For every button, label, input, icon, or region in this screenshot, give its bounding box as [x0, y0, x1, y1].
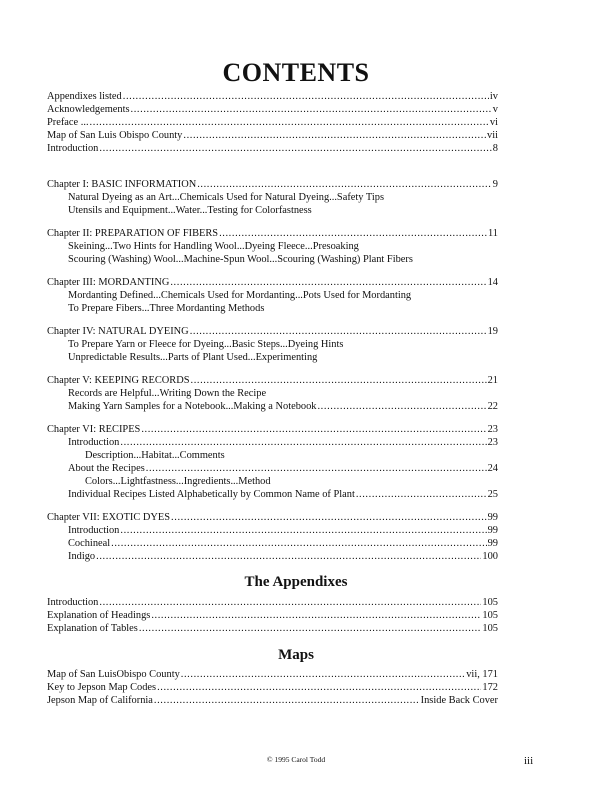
dot-leader: [120, 436, 486, 449]
appendix-entry: [47, 596, 498, 609]
map-entry-label: Key to Jepson Map Codes: [47, 682, 157, 693]
dot-leader: [170, 276, 486, 289]
chapter-sub-entry: [47, 488, 498, 501]
chapter-sub-entry: [47, 436, 498, 449]
toc-entry-page: v: [492, 104, 498, 115]
chapter-sub-entry-page: 23: [487, 437, 498, 448]
appendix-entry-page: 105: [482, 610, 498, 621]
toc-entry-page: 8: [492, 143, 498, 154]
chapter-entry-label: Chapter V: KEEPING RECORDS: [47, 375, 190, 386]
dot-leader: [90, 116, 489, 129]
map-entry: [47, 681, 498, 694]
appendix-entry: [47, 609, 498, 622]
dot-leader: [111, 537, 486, 550]
chapter-sub-text: Colors...Lightfastness...Ingredients...Method: [85, 476, 271, 487]
chapter-sub-entry-label: Indigo: [68, 551, 96, 562]
dot-leader: [154, 694, 420, 707]
chapter-entry-label: Chapter VI: RECIPES: [47, 424, 141, 435]
chapter-sub-entry-label: About the Recipes: [68, 463, 145, 474]
chapter-entry-page: 14: [487, 277, 498, 288]
chapter-sub-entry-page: 99: [487, 538, 498, 549]
chapter-sub-entry: [47, 400, 498, 413]
dot-leader: [123, 90, 489, 103]
toc-entry: [47, 116, 498, 129]
toc-entry: [47, 103, 498, 116]
chapter-entry: [47, 325, 498, 338]
chapter-sub-text: Mordanting Defined...Chemicals Used for Mordanting...Pots Used for Mordanting: [68, 290, 412, 301]
appendixes-heading: The Appendixes: [244, 574, 348, 590]
chapter-sub-entry: [47, 537, 498, 550]
maps-heading: Maps: [278, 647, 314, 663]
dot-leader: [151, 609, 481, 622]
appendix-entry-label: Explanation of Tables: [47, 623, 138, 634]
chapter-sub-text: Utensils and Equipment...Water...Testing for Colorfastness: [68, 205, 312, 216]
chapter-entry: [47, 511, 498, 524]
chapter-sub-entry-page: 25: [487, 489, 498, 500]
chapter-sub-text: To Prepare Fibers...Three Mordanting Methods: [68, 303, 265, 314]
appendix-entry-page: 105: [482, 623, 498, 634]
chapter-entry-label: Chapter I: BASIC INFORMATION: [47, 179, 197, 190]
chapter-sub-text: Natural Dyeing as an Art...Chemicals Used for Natural Dyeing...Safety Tips: [68, 192, 384, 203]
toc-entry-page: vii: [487, 130, 498, 141]
dot-leader: [120, 524, 486, 537]
footer-page-number: iii: [524, 755, 534, 767]
dot-leader: [99, 596, 481, 609]
chapters-list: [47, 178, 498, 563]
toc-entry-label: Preface ...: [47, 117, 89, 128]
dot-leader: [183, 129, 486, 142]
chapter-sub-text: Unpredictable Results...Parts of Plant Used...Experimenting: [68, 352, 318, 363]
dot-leader: [139, 622, 482, 635]
chapter-entry-label: Chapter VII: EXOTIC DYES: [47, 512, 171, 523]
map-entry: [47, 668, 498, 681]
chapter-entry-page: 11: [487, 228, 498, 239]
chapter-sub-entry: [47, 462, 498, 475]
dot-leader: [317, 400, 486, 413]
toc-entry: [47, 90, 498, 103]
toc-entry-page: vi: [489, 117, 498, 128]
chapter-entry-page: 9: [492, 179, 498, 190]
chapter-entry: [47, 276, 498, 289]
chapter-entry: [47, 374, 498, 387]
chapter-sub-entry: [47, 550, 498, 563]
chapter-entry: [47, 423, 498, 436]
dot-leader: [181, 668, 465, 681]
appendix-entry-label: Introduction: [47, 597, 99, 608]
chapter-entry-label: Chapter III: MORDANTING: [47, 277, 170, 288]
map-entry: [47, 694, 498, 707]
maps-list: [47, 668, 498, 707]
chapter-sub-text: Skeining...Two Hints for Handling Wool...Dyeing Fleece...Presoaking: [68, 241, 359, 252]
dot-leader: [157, 681, 481, 694]
dot-leader: [131, 103, 492, 116]
map-entry-label: Jepson Map of California: [47, 695, 153, 706]
chapter-sub-entry-label: Cochineal: [68, 538, 111, 549]
dot-leader: [171, 511, 487, 524]
toc-entry: [47, 129, 498, 142]
dot-leader: [191, 374, 487, 387]
map-entry-page: 172: [482, 682, 498, 693]
front-matter-list: [47, 90, 498, 155]
dot-leader: [219, 227, 487, 240]
chapter-entry-page: 21: [487, 375, 498, 386]
appendix-entry: [47, 622, 498, 635]
chapter-sub-entry-page: 24: [487, 463, 498, 474]
chapter-sub-text: To Prepare Yarn or Fleece for Dyeing...Basic Steps...Dyeing Hints: [68, 339, 344, 350]
dot-leader: [197, 178, 492, 191]
chapter-sub-entry-label: Introduction: [68, 437, 120, 448]
appendix-entry-page: 105: [482, 597, 498, 608]
dot-leader: [190, 325, 487, 338]
chapter-entry-page: 99: [487, 512, 498, 523]
dot-leader: [356, 488, 487, 501]
chapter-sub-entry-label: Individual Recipes Listed Alphabetically by Common Name of Plant: [68, 489, 355, 500]
toc-entry-label: Acknowledgements: [47, 104, 130, 115]
chapter-sub-entry-page: 100: [482, 551, 498, 562]
chapter-sub-entry-page: 99: [487, 525, 498, 536]
toc-entry-label: Appendixes listed: [47, 91, 122, 102]
chapter-sub-text: Records are Helpful...Writing Down the Recipe: [68, 388, 267, 399]
dot-leader: [99, 142, 491, 155]
chapter-entry-page: 19: [487, 326, 498, 337]
toc-entry-label: Map of San Luis Obispo County: [47, 130, 183, 141]
chapter-entry: [47, 178, 498, 191]
map-entry-page: Inside Back Cover: [420, 695, 498, 706]
toc-entry: [47, 142, 498, 155]
chapter-sub-entry-page: 22: [487, 401, 498, 412]
chapter-entry-label: Chapter II: PREPARATION OF FIBERS: [47, 228, 219, 239]
dot-leader: [141, 423, 486, 436]
map-entry-label: Map of San LuisObispo County: [47, 669, 180, 680]
appendix-entry-label: Explanation of Headings: [47, 610, 151, 621]
dot-leader: [146, 462, 487, 475]
dot-leader: [96, 550, 481, 563]
chapter-sub-text: Description...Habitat...Comments: [85, 450, 225, 461]
appendixes-list: [47, 596, 498, 635]
chapter-sub-entry-label: Introduction: [68, 525, 120, 536]
chapter-sub-entry: [47, 524, 498, 537]
footer-copyright: © 1995 Carol Todd: [266, 755, 326, 764]
chapter-sub-text: Scouring (Washing) Wool...Machine-Spun Wool...Scouring (Washing) Plant Fibers: [68, 254, 413, 265]
page-title: CONTENTS: [222, 58, 370, 87]
chapter-entry: [47, 227, 498, 240]
chapter-entry-page: 23: [487, 424, 498, 435]
chapter-sub-entry-label: Making Yarn Samples for a Notebook...Making a Notebook: [68, 401, 317, 412]
toc-entry-label: Introduction: [47, 143, 99, 154]
chapter-entry-label: Chapter IV: NATURAL DYEING: [47, 326, 189, 337]
toc-entry-page: iv: [489, 91, 498, 102]
map-entry-page: vii, 171: [466, 669, 498, 680]
